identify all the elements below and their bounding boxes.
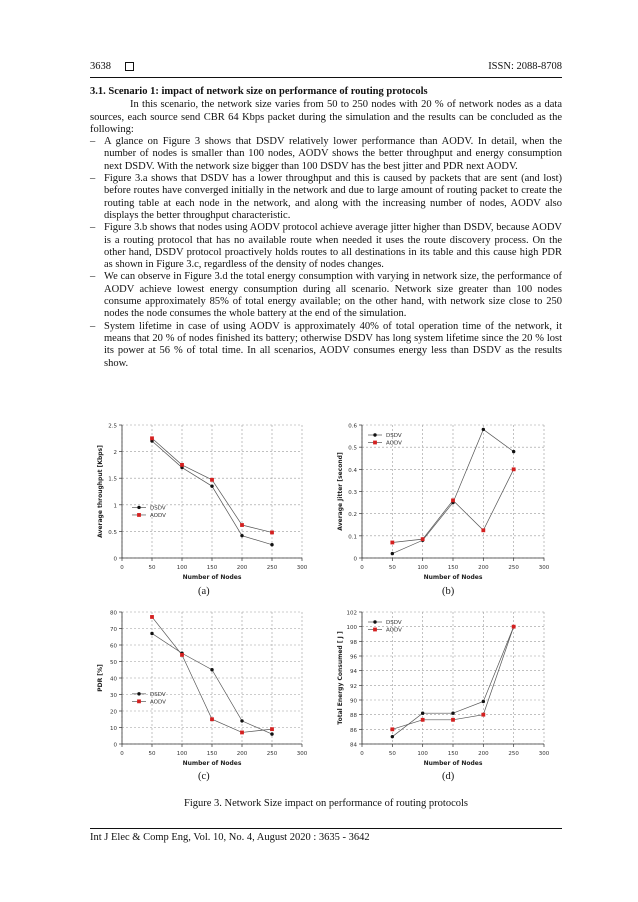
- x-tick-label: 200: [478, 751, 489, 757]
- y-tick-label: 0: [353, 556, 357, 563]
- y-tick-label: 0: [113, 742, 117, 749]
- dash-icon: –: [90, 173, 96, 185]
- y-tick-label: 0.6: [348, 423, 357, 430]
- x-tick-label: 50: [148, 751, 156, 757]
- y-tick-label: 50: [110, 660, 117, 666]
- x-tick-label: 300: [296, 751, 308, 757]
- x-axis-label: Number of Nodes: [423, 574, 483, 581]
- bullet-list: [90, 136, 562, 370]
- chart-b-svg: [330, 417, 555, 585]
- data-point-dsdv: [391, 735, 394, 738]
- y-tick-label: 98: [350, 639, 357, 646]
- legend-marker-dsdv: [137, 506, 140, 509]
- x-tick-label: 100: [417, 565, 428, 571]
- data-point-aodv: [150, 436, 154, 440]
- data-point-aodv: [512, 625, 516, 629]
- y-tick-label: 30: [110, 693, 117, 699]
- chart-d-svg: [330, 604, 555, 770]
- x-tick-label: 50: [388, 565, 396, 571]
- x-tick-label: 250: [266, 751, 278, 757]
- y-tick-label: 92: [350, 683, 357, 690]
- list-item: – Figure 3.a shows that DSDV has a lower throughput and this is caused by packets that are sent (and lost) before routes have converged initially in the network and due to large amount of routing packet to create the routing table at each node in the network, and along with the increasing number of nodes, AODV also displays the better throughput characteristic.: [90, 173, 562, 221]
- y-tick-label: 20: [110, 709, 117, 716]
- series-line-aodv: [152, 617, 272, 733]
- y-axis-label: Total Energy Consumed [ J ]: [337, 631, 344, 725]
- legend-marker-aodv: [137, 513, 141, 517]
- data-point-dsdv: [240, 534, 243, 537]
- data-point-aodv: [390, 727, 394, 731]
- x-tick-label: 300: [296, 565, 308, 571]
- y-tick-label: 2.5: [108, 423, 117, 430]
- x-tick-label: 300: [538, 565, 550, 571]
- chart-d: [330, 604, 555, 770]
- y-tick-label: 86: [350, 727, 357, 734]
- legend-marker-dsdv: [137, 692, 140, 695]
- intro-paragraph: In this scenario, the network size varies from 50 to 250 nodes with 20 % of network nodes as a data sources, each source send CBR 64 Kbps packet during the simulation and the results can be concluded as the following:: [90, 99, 562, 135]
- legend-label-dsdv: DSDV: [150, 505, 166, 512]
- data-point-aodv: [451, 498, 455, 502]
- dash-icon: –: [90, 271, 96, 283]
- y-tick-label: 60: [110, 643, 117, 650]
- dash-icon: –: [90, 222, 96, 234]
- chart-b: [330, 417, 555, 585]
- y-tick-label: 0.1: [348, 534, 357, 541]
- data-point-aodv: [270, 531, 274, 535]
- data-point-aodv: [421, 537, 425, 541]
- y-tick-label: 100: [346, 625, 357, 632]
- y-tick-label: 1: [113, 503, 117, 510]
- data-point-aodv: [421, 718, 425, 722]
- x-tick-label: 150: [447, 565, 459, 571]
- legend-marker-dsdv: [373, 620, 376, 623]
- x-tick-label: 50: [388, 751, 396, 757]
- subfigure-label-a: (a): [198, 586, 210, 597]
- x-tick-label: 250: [266, 565, 278, 571]
- y-tick-label: 102: [346, 610, 357, 617]
- data-point-aodv: [481, 528, 485, 532]
- y-tick-label: 0.3: [348, 490, 357, 496]
- data-point-aodv: [451, 718, 455, 722]
- legend-marker-aodv: [373, 628, 377, 632]
- legend-label-dsdv: DSDV: [386, 433, 402, 439]
- data-point-dsdv: [210, 484, 213, 487]
- dash-icon: –: [90, 320, 96, 332]
- y-tick-label: 90: [350, 698, 357, 705]
- legend-marker-dsdv: [373, 433, 376, 436]
- x-tick-label: 250: [508, 751, 519, 757]
- data-point-dsdv: [482, 428, 485, 431]
- x-tick-label: 300: [538, 751, 550, 757]
- legend-label-dsdv: DSDV: [386, 620, 402, 626]
- data-point-aodv: [240, 731, 244, 735]
- x-tick-label: 200: [236, 751, 248, 757]
- section-title: 3.1. Scenario 1: impact of network size on performance of routing protocols: [90, 86, 428, 97]
- x-tick-label: 100: [176, 751, 188, 757]
- subfigure-label-b: (b): [442, 586, 455, 597]
- issn: ISSN: 2088-8708: [488, 61, 562, 72]
- x-tick-label: 150: [206, 751, 218, 757]
- x-tick-label: 0: [360, 751, 364, 757]
- footer-rule: [90, 828, 562, 829]
- y-tick-label: 0.4: [348, 467, 357, 474]
- header-rule: [90, 77, 562, 78]
- legend-label-aodv: AODV: [150, 699, 166, 706]
- x-axis-label: Number of Nodes: [423, 760, 483, 767]
- x-tick-label: 250: [508, 565, 519, 571]
- y-tick-label: 0: [113, 556, 117, 563]
- data-point-aodv: [481, 713, 485, 717]
- data-point-aodv: [150, 615, 154, 619]
- x-tick-label: 150: [206, 565, 218, 571]
- list-item: – A glance on Figure 3 shows that DSDV relatively lower performance than AODV. In detail, when the number of nodes is smaller than 100 nodes, AODV shows the better throughput and energy consumption next DSDV. With the network size bigger than 100 DSDV has the best jitter and PDR next AODV.: [90, 136, 562, 172]
- y-tick-label: 70: [110, 627, 117, 633]
- chart-a: [90, 417, 310, 585]
- data-point-aodv: [180, 653, 184, 657]
- data-point-dsdv: [482, 700, 485, 703]
- data-point-dsdv: [451, 712, 454, 715]
- y-axis-label: PDR [%]: [97, 664, 104, 692]
- figure-caption: Figure 3. Network Size impact on performance of routing protocols: [183, 798, 468, 809]
- chart-c: [90, 604, 310, 770]
- x-tick-label: 50: [148, 565, 156, 571]
- list-item: – System lifetime in case of using AODV is approximately 40% of total operation time of the network, it means that 20 % of nodes finished its battery; otherwise DSDV has long system lifetime since the 20 % lost its power at 56 % of total time. In all scenarios, AODV consumes energy less than DSDV as the results show.: [90, 320, 562, 369]
- data-point-aodv: [240, 523, 244, 527]
- y-tick-label: 10: [110, 726, 117, 732]
- x-tick-label: 100: [176, 565, 188, 571]
- data-point-aodv: [180, 463, 184, 467]
- data-point-dsdv: [210, 668, 213, 671]
- y-tick-label: 0.2: [348, 512, 357, 519]
- y-axis-label: Average Jitter [second]: [337, 452, 344, 531]
- y-axis-label: Average throughput [Kbps]: [97, 445, 104, 538]
- data-point-dsdv: [150, 632, 153, 635]
- data-point-dsdv: [270, 732, 273, 735]
- x-tick-label: 0: [120, 751, 124, 757]
- x-tick-label: 100: [417, 751, 428, 757]
- data-point-aodv: [210, 478, 214, 482]
- legend-label-aodv: AODV: [386, 440, 402, 447]
- y-tick-label: 84: [350, 742, 357, 749]
- data-point-aodv: [512, 467, 516, 471]
- x-tick-label: 0: [120, 565, 124, 571]
- y-tick-label: 2: [113, 450, 117, 457]
- list-item: – Figure 3.b shows that nodes using AODV protocol achieve average jitter higher than DSDV, because AODV is a routing protocol that has no available route when needed it uses the route discovery process. On the other hand, DSDV protocol proactively holds routes to all destinations in its table and this cause high PDR as shown in Figure 3.c, regardless of the density of nodes changes.: [90, 222, 562, 271]
- y-tick-label: 96: [350, 654, 357, 661]
- y-tick-label: 0.5: [108, 529, 117, 536]
- legend-label-dsdv: DSDV: [150, 691, 166, 698]
- data-point-dsdv: [240, 719, 243, 722]
- data-point-aodv: [210, 717, 214, 721]
- x-axis-label: Number of Nodes: [182, 760, 242, 767]
- x-tick-label: 200: [478, 565, 489, 571]
- checkbox-square-icon: [125, 62, 134, 71]
- y-tick-label: 94: [350, 669, 357, 676]
- y-tick-label: 1.5: [108, 476, 117, 483]
- data-point-dsdv: [270, 543, 273, 546]
- x-tick-label: 200: [236, 565, 248, 571]
- legend-label-aodv: AODV: [386, 627, 402, 634]
- section-body: [90, 86, 562, 370]
- list-item: – We can observe in Figure 3.d the total energy consumption with varying in network size, the performance of AODV achieve lowest energy consumption during all scenario. Network size greater than 100 nodes consume approximately 85% of total energy available; on the other hand, with network size close to 250 nodes the node consumes the whole battery at the end of the simulation.: [90, 271, 562, 320]
- page-number: 3638: [90, 61, 111, 72]
- data-point-aodv: [390, 541, 394, 545]
- x-tick-label: 150: [447, 751, 459, 757]
- data-point-aodv: [270, 727, 274, 731]
- data-point-dsdv: [421, 712, 424, 715]
- footer-citation: Int J Elec & Comp Eng, Vol. 10, No. 4, August 2020 : 3635 - 3642: [90, 832, 370, 843]
- legend-marker-aodv: [137, 699, 141, 703]
- data-point-dsdv: [391, 552, 394, 555]
- legend-marker-aodv: [373, 441, 377, 445]
- chart-c-svg: [90, 604, 310, 770]
- data-point-dsdv: [512, 450, 515, 453]
- legend-label-aodv: AODV: [150, 512, 166, 519]
- dash-icon: –: [90, 136, 96, 148]
- subfigure-label-c: (c): [198, 771, 210, 782]
- y-tick-label: 80: [110, 610, 117, 617]
- x-tick-label: 0: [360, 565, 364, 571]
- chart-a-svg: [90, 417, 310, 585]
- y-tick-label: 88: [350, 713, 357, 720]
- y-tick-label: 0.5: [348, 445, 357, 452]
- x-axis-label: Number of Nodes: [182, 574, 242, 581]
- y-tick-label: 40: [110, 676, 117, 683]
- subfigure-label-d: (d): [442, 771, 455, 782]
